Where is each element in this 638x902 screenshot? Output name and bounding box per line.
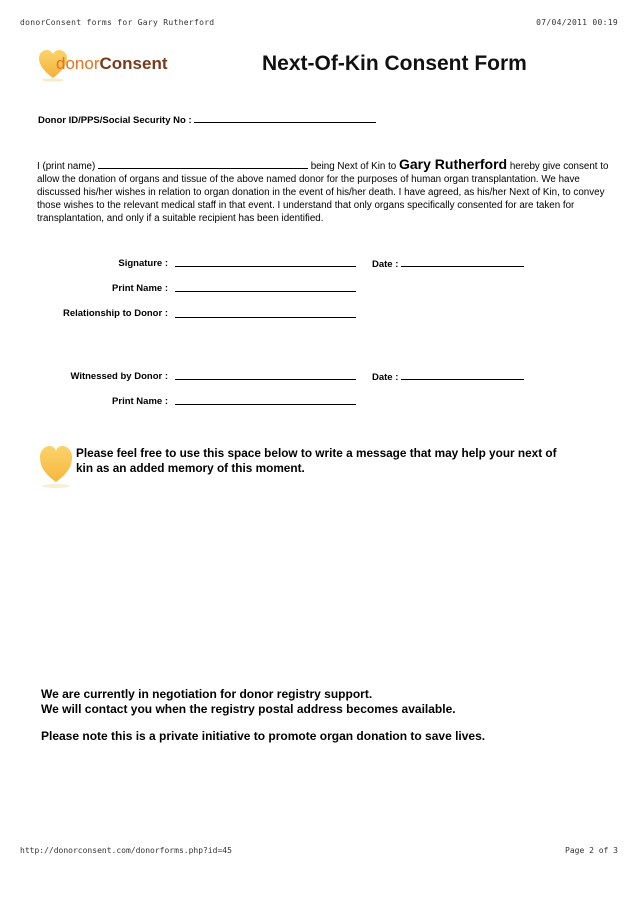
form-title: Next-Of-Kin Consent Form: [262, 52, 527, 75]
page-number: Page 2 of 3: [565, 846, 618, 855]
donor-id-label: Donor ID/PPS/Social Security No :: [38, 115, 192, 126]
donor-name: Gary Rutherford: [398, 156, 508, 172]
witness-signature-line[interactable]: [175, 379, 356, 380]
consent-paragraph: I (print name) being Next of Kin to Gary Rutherford hereby give consent to allow the donation of organs and tissue of the above named donor for the purposes of human organ transplantation. We have discussed his/her wishes in relation to organ donation in the event of his/her death. I have agreed, as his/her Next of Kin, to convey those wishes to the relevant medical staff in that event. I understand that only organs specifically consented for are taken for transplantation, and only if a suitable recipient has been identified.: [37, 156, 609, 224]
donor-id-field: [38, 114, 376, 126]
witness-date-field: Date :: [372, 371, 524, 383]
page-header-title: donorConsent forms for Gary Rutherford: [20, 18, 215, 27]
registry-note-2: We will contact you when the registry postal address becomes available.: [41, 702, 456, 716]
relationship-label: Relationship to Donor :: [62, 308, 168, 319]
date-field: Date :: [372, 258, 524, 270]
memory-message-prompt: Please feel free to use this space below to write a message that may help your next of kin as an added memory of this moment.: [76, 446, 557, 475]
signature-line[interactable]: [175, 266, 356, 267]
witness-print-name-line[interactable]: [175, 404, 356, 405]
witness-date-blank[interactable]: [401, 371, 524, 380]
page-header-timestamp: 07/04/2011 00:19: [536, 18, 618, 27]
signature-label: Signature :: [118, 258, 168, 269]
date-blank[interactable]: [401, 258, 524, 267]
witness-print-name-label: Print Name :: [112, 396, 168, 407]
print-name-line[interactable]: [175, 291, 356, 292]
heart-icon: [38, 444, 74, 490]
registry-note-1: We are currently in negotiation for donor registry support.: [41, 687, 373, 701]
private-initiative-note: Please note this is a private initiative to promote organ donation to save lives.: [41, 729, 486, 743]
donor-id-blank[interactable]: [194, 114, 376, 123]
print-name-blank[interactable]: [98, 160, 308, 169]
donorconsent-logo: [38, 48, 168, 86]
print-name-label: Print Name :: [112, 283, 168, 294]
logo-wordmark: donorConsent: [56, 54, 168, 73]
relationship-line[interactable]: [175, 317, 356, 318]
witnessed-label: Witnessed by Donor :: [70, 371, 168, 382]
page-url: http://donorconsent.com/donorforms.php?id=45: [20, 846, 232, 855]
